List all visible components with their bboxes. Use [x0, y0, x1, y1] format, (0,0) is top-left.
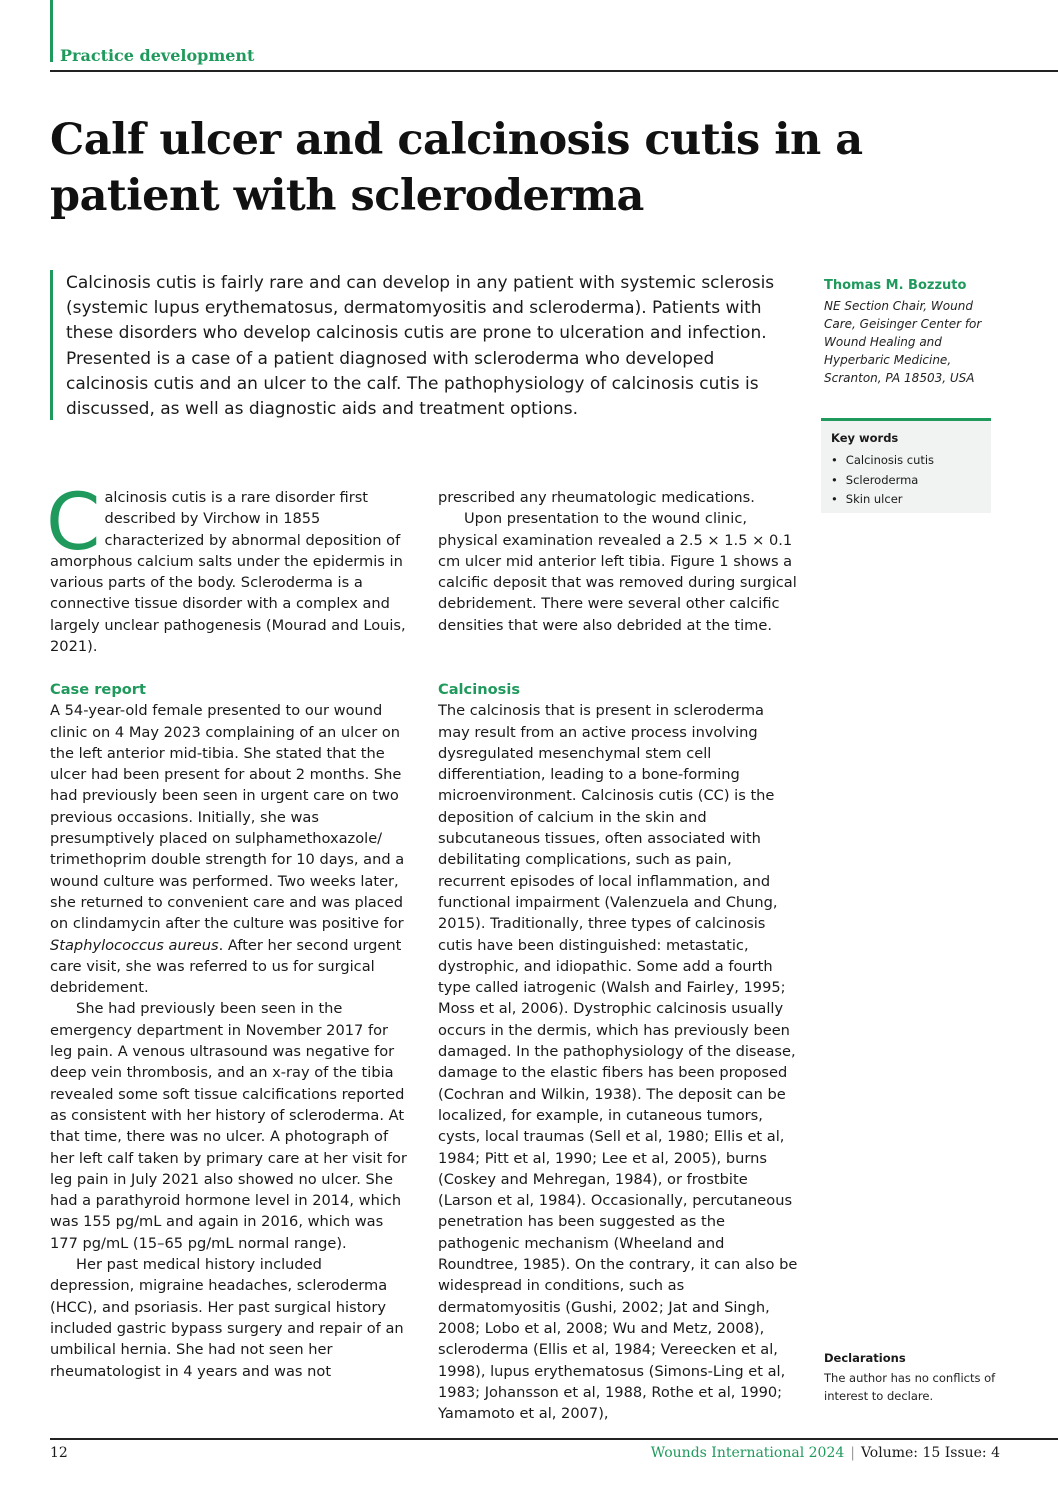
intro-paragraph — [46, 478, 410, 657]
footer-separator: | — [850, 1445, 855, 1461]
intro-text: alcinosis cutis is a rare disorder first described by Virchow in 1855 characterized by abnormal deposition of amorphous calcium salts under the epidermis in various parts of the body. Scleroderma is a connective tissue disorder with a complex and largely unclear pathogenesis (Mourad and Louis, 2021). — [50, 489, 406, 656]
article-title: Calf ulcer and calcinosis cutis in a patient with scleroderma — [50, 115, 863, 221]
drop-cap: C — [46, 478, 101, 568]
case-paragraph-3: Her past medical history included depression, migraine headaches, scleroderma (HCC), and psoriasis. Her past surgical history included gastric bypass surgery and repair of an umbilical hernia. She had not seen her rheumatologist in 4 years and was not — [50, 1256, 404, 1380]
declarations-text: The author has no conflicts of interest to declare. — [824, 1371, 996, 1403]
intro-section — [46, 478, 410, 657]
footer-citation — [651, 1445, 1000, 1461]
organism-name: Staphylococcus aureus — [50, 936, 219, 954]
keyword-item: • Skin ulcer — [831, 490, 934, 510]
case-paragraph-2: She had previously been seen in the emergency department in November 2017 for leg pain. A venous ultrasound was negative for deep vein thrombosis, and an x-ray of the tibia revealed some soft tissue calcifications reported as consistent with her history of scleroderma. At that time, there was no ulcer. A photograph of her left calf taken by primary care at her visit for leg pain in July 2021 also showed no ulcer. She had a parathyroid hormone level in 2014, which was 155 pg/mL and again in 2016, which was 177 pg/mL (15–65 pg/mL normal range). — [50, 1000, 407, 1252]
calcinosis-paragraph: The calcinosis that is present in scleroderma may result from an active process involving dysregulated mesenchymal stem cell differentiation, leading to a bone-forming microenvironment. Calcinosis cutis (CC) is the deposition of calcium in the skin and subcutaneous tissues, often associated with debilitating complications, such as pain, recurrent episodes of local inflammation, and functional impairment (Valenzuela and Chung, 2015). Traditionally, three types of calcinosis cutis have been distinguished: metastatic, dystrophic, and idiopathic. Some add a fourth type called iatrogenic (Walsh and Fairley, 1995; Moss et al, 2006). Dystrophic calcinosis usually occurs in the dermis, which has previously been damaged. In the pathophysiology of the disease, damage to the elastic fibers has been proposed (Cochran and Wilkin, 1938). The deposit can be localized, for example, in cutaneous tumors, cysts, local traumas (Sell et al, 1980; Ellis et al, 1984; Pitt et al, 1990; Lee et al, 2005), burns (Coskey and Mehregan, 1984), or frostbite (Larson et al, 1984). Occasionally, percutaneous penetration has been suggested as the pathogenic mechanism (Wheeland and Roundtree, 1985). On the contrary, it can also be widespread in conditions, such as dermatomyositis (Gushi, 2002; Jat and Singh, 2008; Lobo et al, 2008; Wu and Metz, 2008), scleroderma (Ellis et al, 1984; Vereecken et al, 1998), lupus erythematosus (Simons-Ling et al, 1983; Johansson et al, 1988, Rothe et al, 1990; Yamamoto et al, 2007), — [438, 702, 798, 1423]
keywords-title: Key words — [831, 431, 899, 445]
keyword-item: • Scleroderma — [831, 471, 934, 491]
case-paragraph-1 — [50, 700, 410, 998]
col2-paragraph-1: prescribed any rheumatologic medications. — [438, 489, 755, 506]
calcinosis-section — [438, 679, 798, 1424]
case-report-section — [50, 679, 410, 1382]
declarations-title: Declarations — [824, 1351, 906, 1365]
page-number: 12 — [50, 1445, 68, 1461]
calcinosis-heading: Calcinosis — [438, 681, 521, 698]
keywords-box — [821, 418, 991, 513]
abstract-text: Calcinosis cutis is fairly rare and can develop in any patient with systemic sclerosis (systemic lupus erythematosus, dermatomyositis and scleroderma). Patients with these disorders who develop calcinosis cutis are prone to ulceration and infection. Presented is a case of a patient diagnosed with scleroderma who developed calcinosis cutis and an ulcer to the calf. The pathophysiology of calcinosis cutis is discussed, as well as diagnostic aids and treatment options. — [66, 273, 775, 420]
col2-paragraph-2: Upon presentation to the wound clinic, physical examination revealed a 2.5 × 1.5 × 0.1 cm ulcer mid anterior left tibia. Figure 1 shows a calcific deposit that was removed during surgical debridement. There were several other calcific densities that were also debrided at the time. — [438, 510, 797, 634]
journal-name: Wounds International 2024 — [650, 1445, 845, 1461]
author-affiliation: NE Section Chair, Wound Care, Geisinger Center for Wound Healing and Hyperbaric Medicine, Scranton, PA 18503, USA — [824, 299, 982, 385]
section-label: Practice development — [60, 46, 255, 65]
section-accent-bar — [50, 0, 53, 62]
case-p1-text-a: A 54-year-old female presented to our wound clinic on 4 May 2023 complaining of an ulcer on the left anterior mid-tibia. She stated that the ulcer had been present for about 2 months. She had previously been seen in urgent care on two previous occasions. Initially, she was presumptively placed on sulphamethoxazole/ trimethoprim double strength for 10 days, and a wound culture was performed. Two weeks later, she returned to convenient care and was placed on clindamycin after the culture was positive for — [50, 702, 405, 933]
keywords-list — [831, 451, 934, 510]
abstract-accent-bar — [50, 270, 53, 420]
case-report-heading: Case report — [50, 681, 146, 698]
footer-divider — [50, 1438, 1058, 1440]
keyword-item: • Calcinosis cutis — [831, 451, 934, 471]
header-divider — [50, 70, 1058, 72]
issue-info: Volume: 15 Issue: 4 — [860, 1445, 1000, 1461]
column2-continuation — [438, 487, 798, 636]
author-name: Thomas M. Bozzuto — [824, 278, 967, 293]
case-p1-text-b: . After her second urgent care visit, she was referred to us for surgical debridement. — [50, 936, 402, 997]
